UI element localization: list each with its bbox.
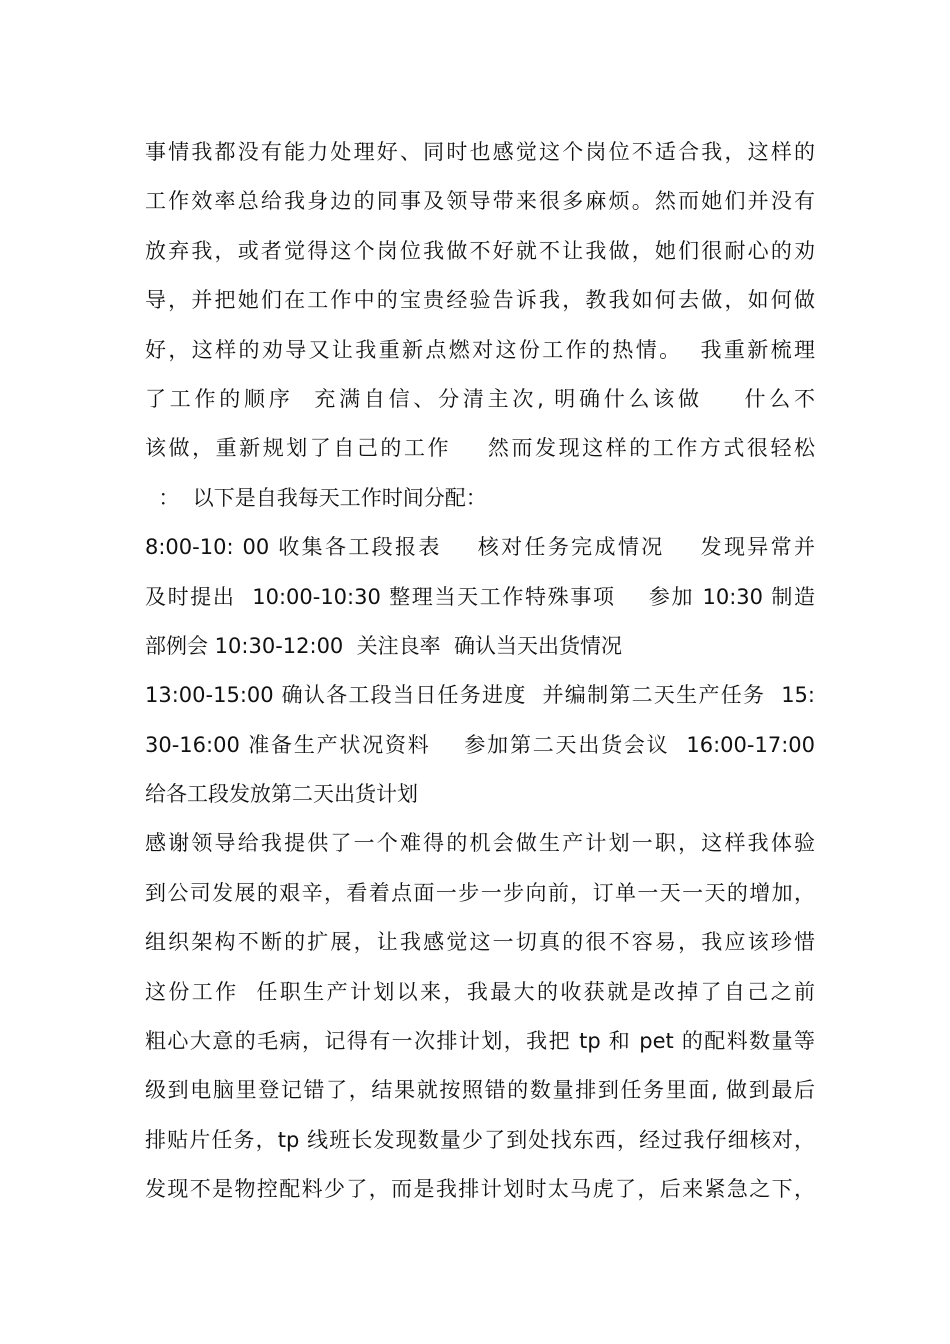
text-line: 事情我都没有能力处理好、同时也感觉这个岗位不适合我，这样的 (145, 140, 815, 164)
text-line: 了工作的顺序 充满自信、分清主次, 明确什么该做 什么不 (145, 386, 815, 411)
text-line: 这份工作 任职生产计划以来，我最大的收获就是改掉了自己之前 (145, 979, 815, 1004)
text-line: 到公司发展的艰辛，看着点面一步一步向前，订单一天一天的增加， (145, 880, 815, 905)
text-line: 级到电脑里登记错了，结果就按照错的数量排到任务里面, 做到最后 (145, 1078, 815, 1103)
text-line: 8:00-10: 00 收集各工段报表 核对任务完成情况 发现异常并 (145, 535, 815, 560)
text-line: 该做，重新规划了自己的工作 然而发现这样的工作方式很轻松 (145, 436, 815, 461)
text-line: 放弃我，或者觉得这个岗位我做不好就不让我做，她们很耐心的劝 (145, 238, 815, 263)
text-line: 粗心大意的毛病，记得有一次排计划，我把 tp 和 pet 的配料数量等 (145, 1029, 815, 1054)
text-line: 发现不是物控配料少了，而是我排计划时太马虎了，后来紧急之下， (145, 1177, 815, 1202)
text-line: 工作效率总给我身边的同事及领导带来很多麻烦。然而她们并没有 (145, 189, 815, 214)
text-line: 导，并把她们在工作中的宝贵经验告诉我，教我如何去做，如何做 (145, 288, 815, 313)
body-text (145, 128, 815, 1215)
text-line: 好，这样的劝导又让我重新点燃对这份工作的热情。 我重新梳理 (145, 337, 815, 362)
text-line: 13:00-15:00 确认各工段当日任务进度 并编制第二天生产任务 15: (145, 683, 815, 708)
text-line: 排贴片任务，tp 线班长发现数量少了到处找东西，经过我仔细核对， (145, 1127, 815, 1152)
text-line: ： 以下是自我每天工作时间分配： (145, 485, 487, 510)
text-line: 感谢领导给我提供了一个难得的机会做生产计划一职，这样我体验 (145, 831, 815, 856)
text-line: 30-16:00 准备生产状况资料 参加第二天出货会议 16:00-17:00 (145, 732, 815, 757)
text-line: 及时提出 10:00-10:30 整理当天工作特殊事项 参加 10:30 制造 (145, 584, 815, 609)
text-line: 部例会 10:30-12:00 关注良率 确认当天出货情况 (145, 633, 622, 658)
text-line: 组织架构不断的扩展，让我感觉这一切真的很不容易，我应该珍惜 (145, 930, 815, 955)
text-line: 给各工段发放第二天出货计划 (145, 782, 418, 807)
